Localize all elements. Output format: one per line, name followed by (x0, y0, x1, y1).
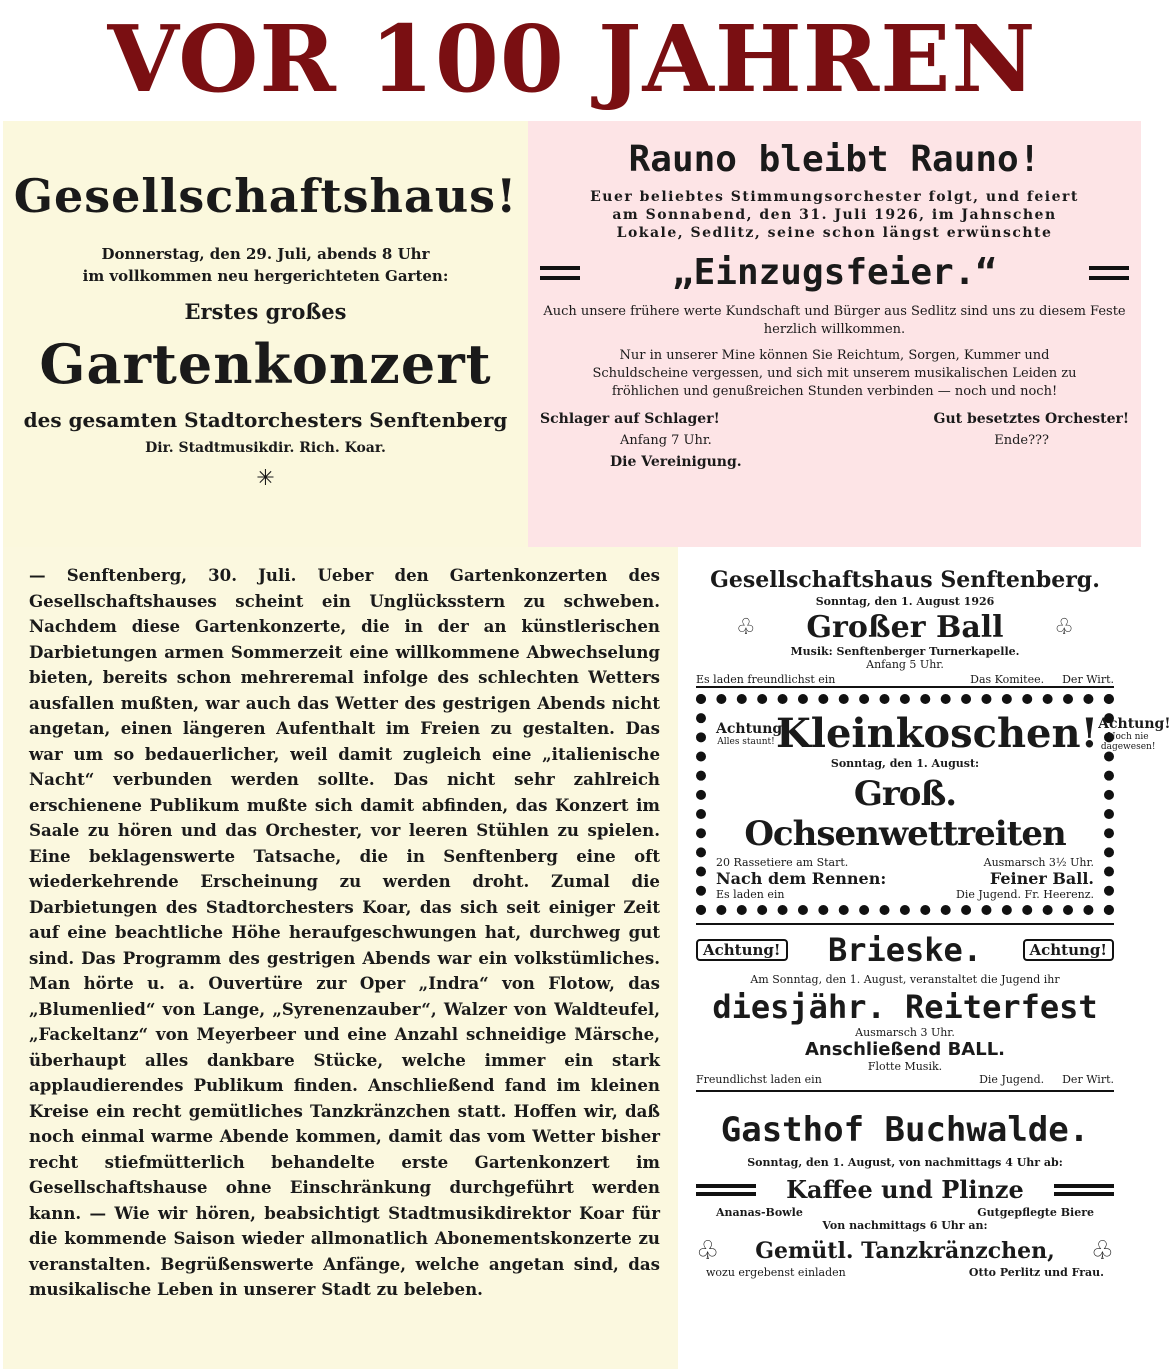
ad2-heading: Rauno bleibt Rauno! (628, 139, 1041, 180)
ad-buchwalde (696, 1110, 1114, 1279)
ad6-beer: Gutgepflegte Biere (977, 1206, 1094, 1219)
ad4-date: Sonntag, den 1. August: (830, 757, 980, 770)
ad3-start: Anfang 5 Uhr. (866, 658, 944, 671)
ad1-heading: Gesellschaftshaus! (13, 169, 518, 223)
ad3-heading: Gesellschaftshaus Senftenberg. (710, 567, 1100, 593)
ad2-left1: Schlager auf Schlager! (540, 411, 720, 427)
dancers-icon: ♧ (1054, 615, 1074, 640)
dancers-icon: ♧ (736, 615, 756, 640)
ad-kleinkoschen (696, 694, 1170, 915)
ad4-ball: Feiner Ball. (989, 869, 1094, 888)
ad-einzugsfeier (528, 121, 1141, 547)
ad6-line1: Sonntag, den 1. August, von nachmittags 4 Uhr ab: (747, 1156, 1063, 1169)
ad4-left2: Es laden ein (716, 888, 785, 901)
page-title: VOR 100 JAHREN (107, 5, 1037, 113)
ad1-first: Erstes großes (184, 299, 347, 324)
ad6-sign-left: wozu ergebenst einladen (706, 1266, 846, 1279)
article-senftenberg (3, 547, 678, 1369)
ad5-host: Der Wirt. (1062, 1073, 1114, 1086)
ad3-committee: Das Komitee. (970, 673, 1045, 686)
ad4-sub-left: Alles staunt! (717, 736, 775, 747)
ad-gartenkonzert (3, 121, 528, 547)
ad1-main: Gartenkonzert (39, 332, 492, 396)
ad6-line2: Von nachmittags 6 Uhr an: (822, 1219, 988, 1232)
ad-brieske (696, 923, 1114, 1092)
ad6-bowle: Ananas-Bowle (716, 1206, 803, 1219)
dancers-icon: ♧ (1090, 1236, 1114, 1266)
ad6-main2: Gemütl. Tanzkränzchen, (755, 1238, 1055, 1264)
ad4-attention-right: Achtung! (1098, 715, 1170, 732)
ad5-line3: Anschließend BALL. (804, 1039, 1006, 1060)
ad5-heading: Brieske. (827, 931, 983, 969)
ad2-right1: Gut besetztes Orchester! (933, 411, 1129, 427)
double-bar-right (1089, 266, 1129, 280)
ad4-left1: 20 Rassetiere am Start. (716, 856, 849, 869)
ad2-text2: Auch unsere frühere werte Kundschaft und Bürger aus Sedlitz sind uns zu diesem Feste herzlich willkommen. (543, 304, 1126, 337)
ad6-sign-right: Otto Perlitz und Frau. (968, 1266, 1104, 1279)
ad5-line1: Am Sonntag, den 1. August, veranstaltet die Jugend ihr (750, 973, 1060, 986)
ad5-main: diesjähr. Reiterfest (712, 988, 1098, 1026)
ad1-garden: im vollkommen neu hergerichteten Garten: (82, 267, 449, 285)
double-bar-left (696, 1184, 756, 1196)
ad2-start: Anfang 7 Uhr. (620, 433, 712, 448)
ad5-left: Freundlichst laden ein (696, 1073, 822, 1086)
ad3-date: Sonntag, den 1. August 1926 (815, 595, 995, 608)
ad5-attention-left: Achtung! (696, 939, 788, 961)
ad2-end: Ende??? (994, 433, 1049, 448)
star-ornament-icon: ✳ (256, 466, 275, 491)
dancers-icon: ♧ (696, 1236, 720, 1266)
ad6-main: Kaffee und Plinze (786, 1175, 1024, 1204)
ad2-sign: Die Vereinigung. (610, 454, 742, 470)
ad3-left: Es laden freundlichst ein (696, 673, 836, 686)
ad4-main: Groß. Ochsenwettreiten (744, 774, 1066, 854)
ad3-music: Musik: Senftenberger Turnerkapelle. (790, 645, 1020, 658)
ad1-orchestra: des gesamten Stadtorchesters Senftenberg (23, 408, 508, 432)
ad4-heading: Kleinkoschen! (776, 710, 1099, 757)
ad4-attention-left: Achtung! (716, 720, 789, 737)
ad3-host: Der Wirt. (1062, 673, 1114, 686)
ad5-line4: Flotte Musik. (867, 1060, 943, 1073)
ad1-director: Dir. Stadtmusikdir. Rich. Koar. (145, 440, 386, 456)
ad6-heading: Gasthof Buchwalde. (720, 1110, 1090, 1150)
ad2-text3: Nur in unserer Mine können Sie Reichtum, Sorgen, Kummer und Schuldscheine vergessen, und sich mit unserem musikalischen Leiden zu fröhlichen und genußreichen Stunden verbinden — noch und noch! (592, 348, 1077, 399)
ad4-sub-right: Noch nie dagewesen! (1100, 731, 1156, 752)
ad3-main: Großer Ball (806, 610, 1004, 645)
double-bar-left (540, 266, 580, 280)
ad4-right1: Ausmarsch 3½ Uhr. (983, 856, 1094, 869)
ad2-main: „Einzugsfeier.“ (671, 252, 998, 293)
ad5-youth: Die Jugend. (979, 1073, 1045, 1086)
ad5-line2: Ausmarsch 3 Uhr. (855, 1026, 955, 1039)
ad-grosser-ball (696, 567, 1114, 688)
ad4-right2: Die Jugend. Fr. Heerenz. (956, 888, 1094, 901)
article-text: — Senftenberg, 30. Juli. Ueber den Gartenkonzerten des Gesellschaftshauses scheint ein Unglücksstern zu schweben. Nachdem diese Gartenkonzerte, die in der an künstlerischen Darbietungen armen Sommerzeit eine willkommene Abwechselung bieten, bereits schon mehreremal infolge des schlechten Wetters ausfallen mußten, war auch das Wetter des gestrigen Abends nicht angetan, einen längeren Aufenthalt im Freien zu gestalten. Das war um so bedauerlicher, weil damit zugleich eine „italienische Nacht“ verbunden werden sollte. Das nicht sehr zahlreich erschienene Publikum mußte sich damit abfinden, das Konzert im Saale zu hören und das Orchester, vor leeren Stühlen zu spielen. Eine beklagenswerte Tatsache, die in Senftenberg eine oft wiederkehrende Erscheinung zu werden droht. Zumal die Darbietungen des Stadtorchesters Koar, das sich seit einiger Zeit auf eine beachtliche Höhe heraufgeschwungen hat, durchweg gut sind. Das Programm des gestrigen Abends war ein volkstümliches. Man hörte u. a. Ouvertüre zur Oper „Indra“ von Flotow, das „Blumenlied“ von Lange, „Syrenenzauber“, Walzer von Waldteufel, „Fackeltanz“ von Meyerbeer und eine Anzahl schneidige Märsche, überhaupt alles dankbare Stücke, welche immer ein stark applaudierendes Publikum finden. Anschließend fand im kleinen Kreise ein recht gemütliches Tanzkränzchen statt. Hoffen wir, daß noch einmal warme Abende kommen, damit das vom Wetter bisher recht stiefmütterlich behandelte erste Gartenkonzert im Gesellschaftshause ohne Einschränkung durchgeführt werden kann. — Wie wir hören, beabsichtigt Stadtmusikdirektor Koar für die kommende Saison wieder allmonatlich Abonementskonzerte zu veranstalten. Begrüßenswerte Anfänge, welche angetan sind, das musikalische Leben in unserer Stadt zu beleben. (29, 565, 660, 1299)
ad4-after: Nach dem Rennen: (716, 869, 887, 888)
ad5-attention-right: Achtung! (1023, 939, 1115, 961)
double-bar-right (1054, 1184, 1114, 1196)
ad2-text1: Euer beliebtes Stimmungsorchester folgt, und feiert am Sonnabend, den 31. Juli 1926, im Jahnschen Lokale, Sedlitz, seine schon längst erwünschte (590, 189, 1079, 241)
ad1-date: Donnerstag, den 29. Juli, abends 8 Uhr (101, 245, 430, 263)
ads-column (678, 547, 1170, 1369)
